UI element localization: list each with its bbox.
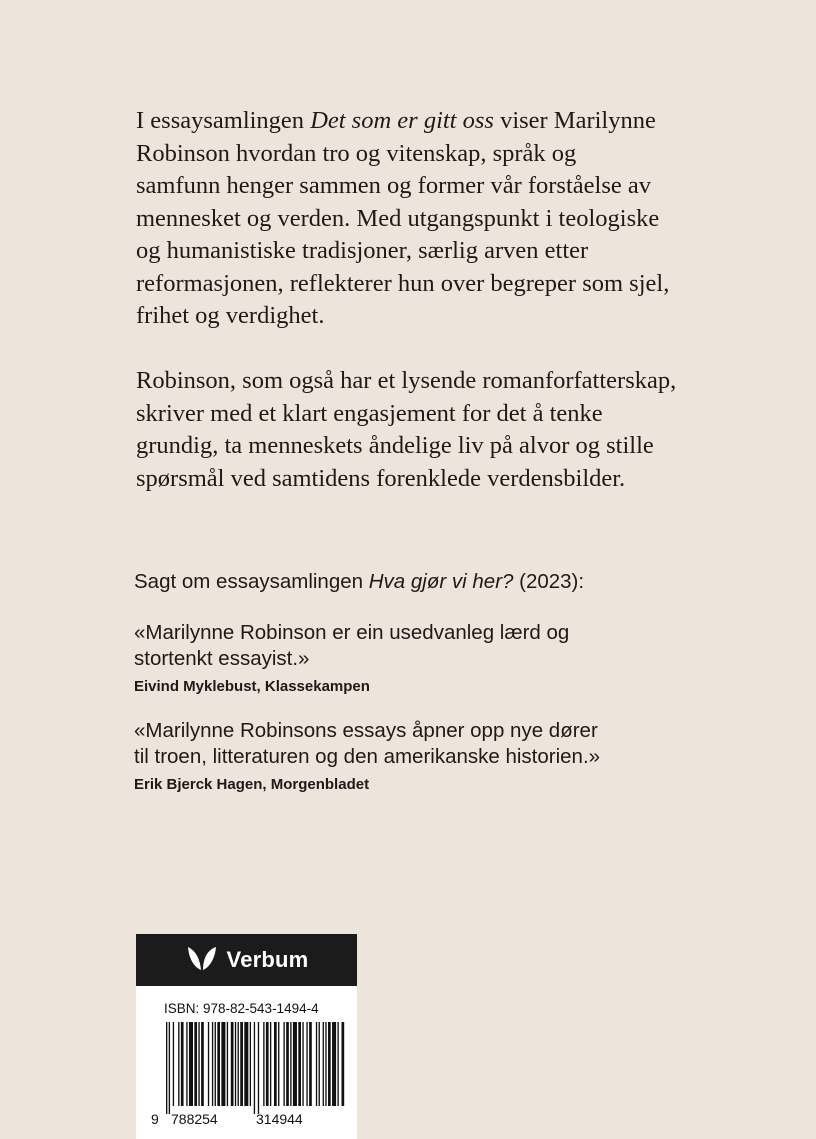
book-title: Det som er gitt oss bbox=[310, 107, 494, 134]
paragraph-line bbox=[136, 398, 716, 431]
barcode-digits-right: 314944 bbox=[256, 1111, 303, 1127]
barcode-bar bbox=[325, 1022, 326, 1106]
barcode-bar bbox=[231, 1022, 234, 1106]
barcode-bar bbox=[337, 1022, 338, 1106]
paragraph-line bbox=[136, 268, 716, 301]
text-segment: reformasjonen, reflekterer hun over begreper som sjel, bbox=[136, 269, 670, 297]
quote-line: til troen, litteraturen og den amerikanske historien.» bbox=[134, 745, 601, 768]
barcode-bar bbox=[215, 1022, 216, 1106]
reviews-intro bbox=[134, 570, 584, 594]
barcode-bar bbox=[286, 1022, 289, 1106]
paragraph-line bbox=[136, 170, 716, 203]
barcode-area bbox=[136, 986, 357, 1139]
barcode-bar bbox=[278, 1022, 279, 1106]
isbn-label: ISBN: 978-82-543-1494-4 bbox=[164, 1001, 319, 1016]
text-segment: spørsmål ved samtidens forenklede verdensbilder. bbox=[136, 464, 626, 492]
barcode-bar bbox=[173, 1022, 174, 1106]
review-quote-2 bbox=[134, 718, 600, 795]
barcode-bar bbox=[201, 1022, 204, 1106]
barcode-digits-left: 788254 bbox=[171, 1111, 218, 1127]
barcode bbox=[136, 986, 357, 1139]
barcode-bar bbox=[306, 1022, 307, 1106]
text-segment: Robinson hvordan tro og vitenskap, språk og bbox=[136, 139, 577, 167]
quote-line: stortenkt essayist.» bbox=[134, 647, 310, 670]
barcode-bar bbox=[309, 1022, 312, 1106]
reviews-intro-suffix: (2023): bbox=[513, 570, 585, 593]
text-segment: mennesket og verden. Med utgangspunkt i teologiske bbox=[136, 204, 660, 232]
description-paragraph-1 bbox=[136, 105, 716, 333]
barcode-bar bbox=[342, 1022, 345, 1106]
barcode-bar bbox=[319, 1022, 320, 1106]
barcode-bar bbox=[258, 1022, 259, 1114]
text-segment: skriver med et klart engasjement for det å tenke bbox=[136, 399, 603, 427]
paragraph-line bbox=[136, 203, 716, 236]
text-segment: I essaysamlingen bbox=[136, 107, 311, 134]
paragraph-line bbox=[136, 138, 716, 171]
paragraph-line bbox=[136, 365, 716, 398]
reviews-intro-prefix: Sagt om essaysamlingen bbox=[134, 570, 369, 593]
barcode-bar bbox=[263, 1022, 264, 1106]
barcode-bar bbox=[240, 1022, 243, 1106]
paragraph-line bbox=[136, 105, 716, 138]
barcode-digit-first: 9 bbox=[151, 1111, 159, 1127]
barcode-bar bbox=[266, 1022, 269, 1106]
barcode-bar bbox=[208, 1022, 209, 1106]
reviews-intro-title: Hva gjør vi her? bbox=[368, 570, 514, 593]
barcode-bar bbox=[302, 1022, 303, 1106]
barcode-bar bbox=[332, 1022, 336, 1106]
barcode-bar bbox=[235, 1022, 236, 1106]
text-segment: viser Marilynne bbox=[493, 107, 656, 134]
barcode-bar bbox=[189, 1022, 193, 1106]
barcode-bar bbox=[212, 1022, 213, 1106]
text-segment: frihet og verdighet. bbox=[136, 302, 325, 329]
barcode-bar bbox=[298, 1022, 301, 1106]
barcode-bar bbox=[250, 1022, 251, 1106]
paragraph-line bbox=[136, 463, 716, 496]
barcode-bar bbox=[166, 1022, 167, 1114]
barcode-bar bbox=[178, 1022, 179, 1106]
barcode-bar bbox=[328, 1022, 331, 1106]
barcode-bar bbox=[254, 1022, 255, 1114]
barcode-bar bbox=[186, 1022, 187, 1106]
barcode-bar bbox=[244, 1022, 248, 1106]
quote-line: «Marilynne Robinsons essays åpner opp nye dører bbox=[134, 719, 598, 742]
text-segment: Robinson, som også har et lysende romanforfatterskap, bbox=[136, 367, 677, 394]
leaf-logo-icon bbox=[185, 943, 219, 978]
text-segment: grundig, ta menneskets åndelige liv på alvor og stille bbox=[136, 432, 654, 459]
barcode-bar bbox=[198, 1022, 199, 1106]
review-quote-1 bbox=[134, 620, 569, 697]
barcode-bar bbox=[238, 1022, 239, 1106]
barcode-bar bbox=[181, 1022, 184, 1106]
description-paragraph-2 bbox=[136, 365, 716, 495]
quote-line: «Marilynne Robinson er ein usedvanleg lærd og bbox=[134, 621, 570, 644]
barcode-bar bbox=[217, 1022, 220, 1106]
barcode-bar bbox=[194, 1022, 197, 1106]
barcode-bar bbox=[293, 1022, 297, 1106]
quote-source: Erik Bjerck Hagen, Morgenbladet bbox=[134, 776, 370, 793]
paragraph-line bbox=[136, 300, 716, 333]
paragraph-line bbox=[136, 235, 716, 268]
paragraph-line bbox=[136, 430, 716, 463]
publisher-badge bbox=[136, 934, 357, 986]
text-segment: og humanistiske tradisjoner, særlig arven etter bbox=[136, 237, 589, 264]
quote-source: Eivind Myklebust, Klassekampen bbox=[134, 678, 370, 695]
barcode-bar bbox=[274, 1022, 277, 1106]
barcode-bar bbox=[221, 1022, 225, 1106]
barcode-bar bbox=[169, 1022, 170, 1114]
barcode-bar bbox=[270, 1022, 271, 1106]
barcode-bar bbox=[290, 1022, 291, 1106]
text-segment: samfunn henger sammen og former vår forståelse av bbox=[136, 172, 651, 199]
barcode-bar bbox=[283, 1022, 284, 1106]
publisher-name: Verbum bbox=[226, 947, 309, 972]
barcode-bar bbox=[227, 1022, 228, 1106]
barcode-bar bbox=[323, 1022, 324, 1106]
barcode-bar bbox=[316, 1022, 317, 1106]
